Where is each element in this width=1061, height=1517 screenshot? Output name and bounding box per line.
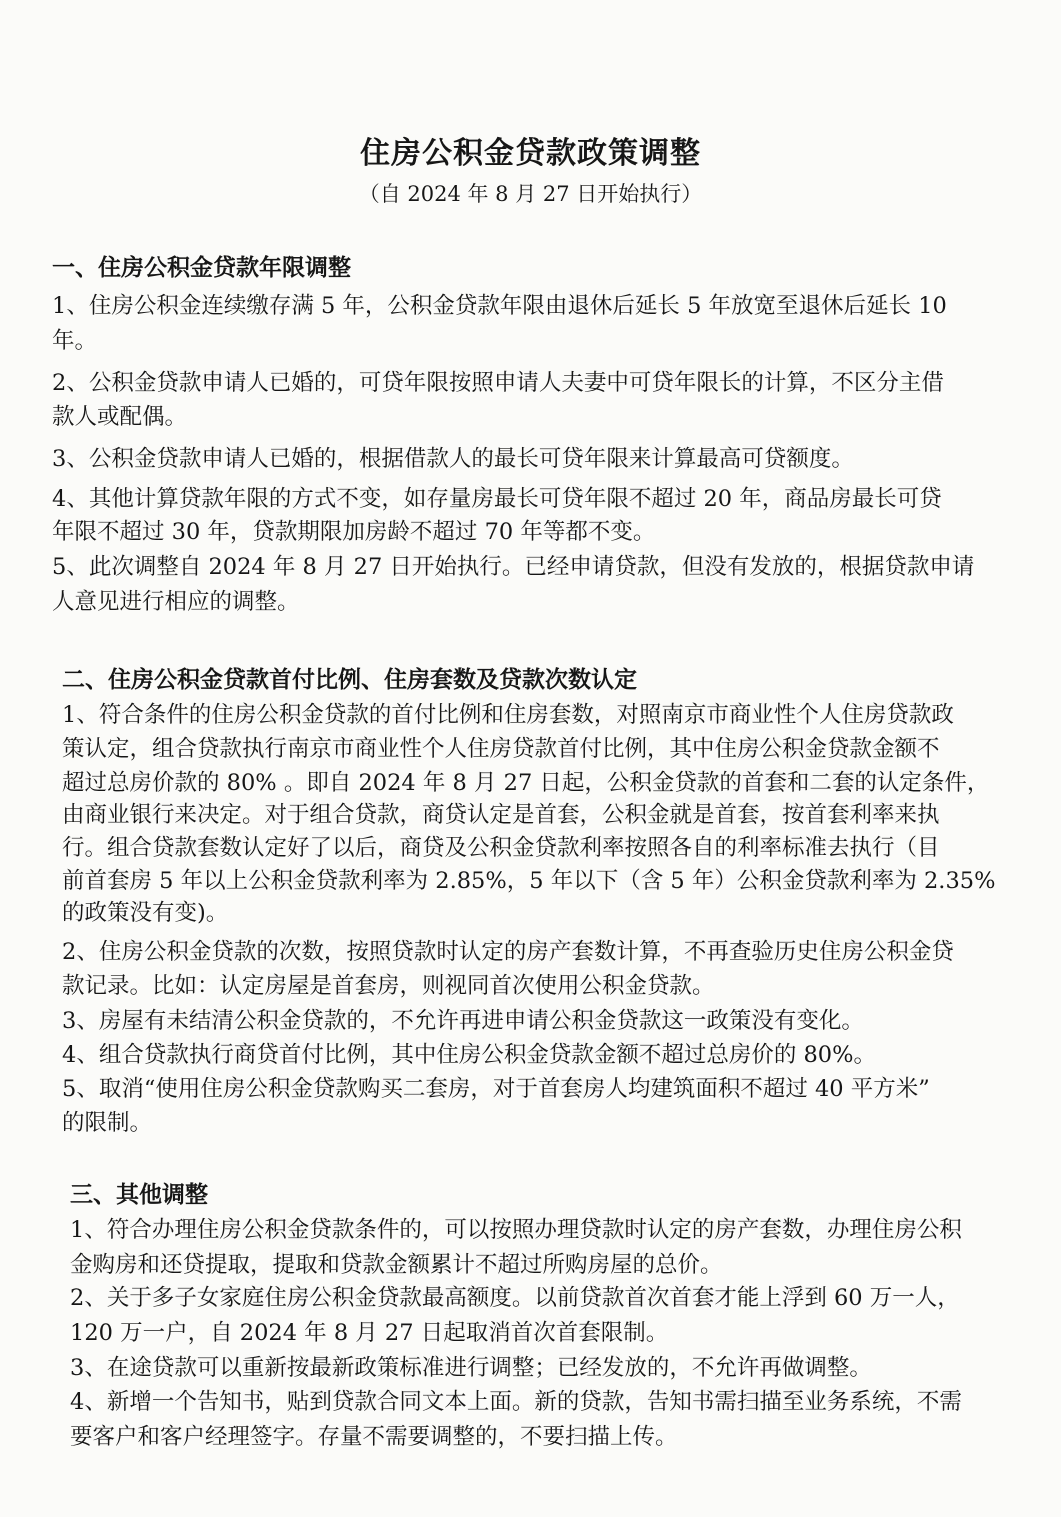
paragraph-line: 1、住房公积金连续缴存满 5 年，公积金贷款年限由退休后延长 5 年放宽至退休后延长 10 [52, 293, 947, 319]
paragraph-line: 由商业银行来决定。对于组合贷款，商贷认定是首套，公积金就是首套，按首套利率来执 [62, 802, 940, 828]
paragraph-line: 金购房和还贷提取，提取和贷款金额累计不超过所购房屋的总价。 [70, 1252, 723, 1278]
paragraph-line: 款人或配偶。 [52, 404, 188, 430]
paragraph-line: 行。组合贷款套数认定好了以后，商贷及公积金贷款利率按照各自的利率标准去执行（目 [62, 835, 940, 861]
section-heading: 一、住房公积金贷款年限调整 [52, 254, 351, 281]
paragraph-line: 4、组合贷款执行商贷首付比例，其中住房公积金贷款金额不超过总房价的 80%。 [62, 1042, 876, 1068]
paragraph-line: 年。 [52, 328, 98, 354]
paragraph-line: 1、符合办理住房公积金贷款条件的，可以按照办理贷款时认定的房产套数，办理住房公积 [70, 1217, 962, 1243]
paragraph-line: 1、符合条件的住房公积金贷款的首付比例和住房套数，对照南京市商业性个人住房贷款政 [62, 702, 954, 728]
paragraph-line: 120 万一户，自 2024 年 8 月 27 日起取消首次首套限制。 [70, 1320, 669, 1346]
section-heading: 二、住房公积金贷款首付比例、住房套数及贷款次数认定 [62, 666, 637, 693]
document-subtitle: （自 2024 年 8 月 27 日开始执行） [358, 182, 703, 206]
paragraph-line: 年限不超过 30 年，贷款期限加房龄不超过 70 年等都不变。 [52, 519, 656, 545]
document-title: 住房公积金贷款政策调整 [360, 136, 701, 171]
paragraph-line: 2、关于多子女家庭住房公积金贷款最高额度。以前贷款首次首套才能上浮到 60 万一人， [70, 1285, 960, 1311]
paragraph-line: 策认定，组合贷款执行南京市商业性个人住房贷款首付比例，其中住房公积金贷款金额不 [62, 736, 940, 762]
paragraph-line: 3、在途贷款可以重新按最新政策标准进行调整；已经发放的，不允许再做调整。 [70, 1355, 872, 1381]
paragraph-line: 3、房屋有未结清公积金贷款的，不允许再进申请公积金贷款这一政策没有变化。 [62, 1008, 864, 1034]
section-heading: 三、其他调整 [70, 1181, 208, 1208]
paragraph-line: 前首套房 5 年以上公积金贷款利率为 2.85%，5 年以下（含 5 年）公积金贷款利率为 2.35% [62, 868, 996, 894]
paragraph-line: 款记录。比如：认定房屋是首套房，则视同首次使用公积金贷款。 [62, 973, 715, 999]
paragraph-line: 要客户和客户经理签字。存量不需要调整的，不要扫描上传。 [70, 1424, 678, 1450]
paragraph-line: 2、住房公积金贷款的次数，按照贷款时认定的房产套数计算，不再查验历史住房公积金贷 [62, 939, 954, 965]
paragraph-line: 3、公积金贷款申请人已婚的，根据借款人的最长可贷年限来计算最高可贷额度。 [52, 446, 854, 472]
paragraph-line: 4、新增一个告知书，贴到贷款合同文本上面。新的贷款，告知书需扫描至业务系统，不需 [70, 1389, 962, 1415]
paragraph-line: 人意见进行相应的调整。 [52, 589, 300, 615]
paragraph-line: 的限制。 [62, 1110, 153, 1136]
paragraph-line: 5、此次调整自 2024 年 8 月 27 日开始执行。已经申请贷款，但没有发放的，根据贷款申请 [52, 554, 975, 580]
paragraph-line: 的政策没有变)。 [62, 900, 229, 926]
paragraph-line: 超过总房价款的 80% 。即自 2024 年 8 月 27 日起，公积金贷款的首套和二套的认定条件， [62, 770, 990, 796]
paragraph-line: 5、取消“使用住房公积金贷款购买二套房，对于首套房人均建筑面积不超过 40 平方米” [62, 1076, 930, 1102]
paragraph-line: 2、公积金贷款申请人已婚的，可贷年限按照申请人夫妻中可贷年限长的计算，不区分主借 [52, 370, 944, 396]
paragraph-line: 4、其他计算贷款年限的方式不变，如存量房最长可贷年限不超过 20 年，商品房最长可贷 [52, 486, 942, 512]
